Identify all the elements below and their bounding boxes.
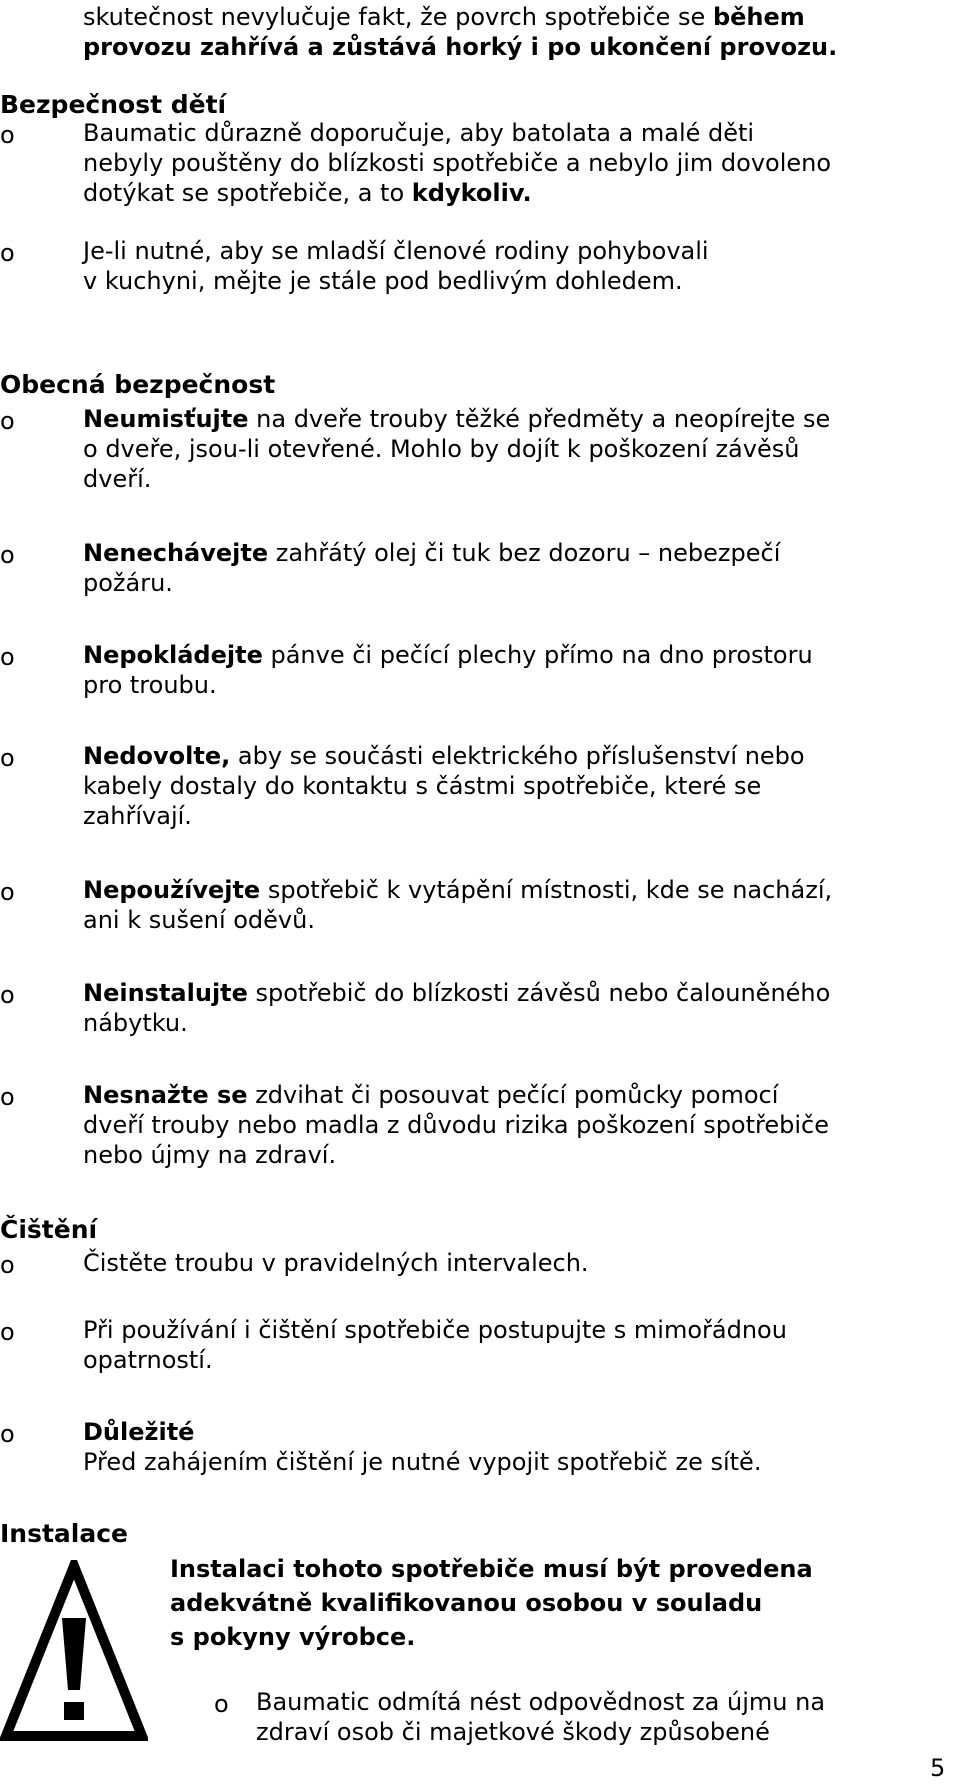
warning-triangle-icon	[0, 1560, 148, 1742]
section-heading-installation: Instalace	[0, 1519, 129, 1548]
bullet: o	[0, 643, 15, 671]
page-number: 5	[930, 1754, 946, 1782]
bullet: o	[0, 1420, 15, 1448]
section-heading-child-safety: Bezpečnost dětí	[0, 90, 227, 119]
intro-line-2: provozu zahřívá a zůstává horký i po ukončení provozu.	[83, 33, 838, 61]
section-heading-general-safety: Obecná bezpečnost	[0, 370, 276, 399]
section-heading-cleaning: Čištění	[0, 1215, 98, 1244]
intro-line-1: skutečnost nevylučuje fakt, že povrch spotřebiče se během	[83, 3, 805, 31]
document-page: skutečnost nevylučuje fakt, že povrch spotřebiče se během provozu zahřívá a zůstává horký i po ukončení provozu. Bezpečnost dětí o Baumatic důrazně doporučuje, aby batolata a malé děti nebyly pouštěny do blízkosti spotřebiče a nebylo jim dovoleno dotýkat se spotřebiče, a to kdykoliv. o Je-li nutné, aby se mladší členové rodiny pohybovali v kuchyni, mějte je stále pod bedlivým dohledem. Obecná bezpečnost o Neumisťujte na dveře trouby těžké předměty a neopírejte se o dveře, jsou-li otevřené. Mohlo by dojít k poškození závěsů dveří. o Nenechávejte zahřátý olej či tuk bez dozoru – nebezpečí požáru. o Nepokládejte pánve či pečící plechy přímo na dno prostoru pro troubu. o Nedovolte, aby se součásti elektrického příslušenství nebo kabely dostaly do kontaktu s částmi spotřebiče, které se zahřívají. o Nepoužívejte spotřebič k vytápění místnosti, kde se nachází, ani k sušení oděvů. o Neinstalujte spotřebič do blízkosti závěsů nebo čalouněného nábytku. o Nesnažte se zdvihat či posouvat pečící pomůcky pomocí dveří trouby nebo madla z důvodu rizika poškození spotřebiče nebo újmy na zdraví. Čištění o Čistěte troubu v pravidelných intervalech. o Při používání i čištění spotřebiče postupujte s mimořádnou opatrností. o Důležité Před zahájením čištění je nutné vypojit spotřebič ze sítě. Instalace Instalaci tohoto spotřebiče musí být provedena adekvátně kvalifikovanou osobou v souladu s pokyny výrobce. o Baumatic odmítá nést odpovědnost za újmu na zdraví osob či majetkové škody způsobené 5	[0, 0, 960, 1787]
bullet: o	[214, 1690, 229, 1718]
bullet: o	[0, 541, 15, 569]
installation-notice: Instalaci tohoto spotřebiče musí být provedena adekvátně kvalifikovanou osobou v souladu s pokyny výrobce.	[170, 1555, 813, 1651]
bullet: o	[0, 407, 15, 435]
bullet: o	[0, 744, 15, 772]
bullet: o	[0, 1083, 15, 1111]
bullet: o	[0, 121, 15, 149]
bullet: o	[0, 239, 15, 267]
bullet: o	[0, 981, 15, 1009]
bullet: o	[0, 1251, 15, 1279]
bullet: o	[0, 1318, 15, 1346]
bullet: o	[0, 878, 15, 906]
